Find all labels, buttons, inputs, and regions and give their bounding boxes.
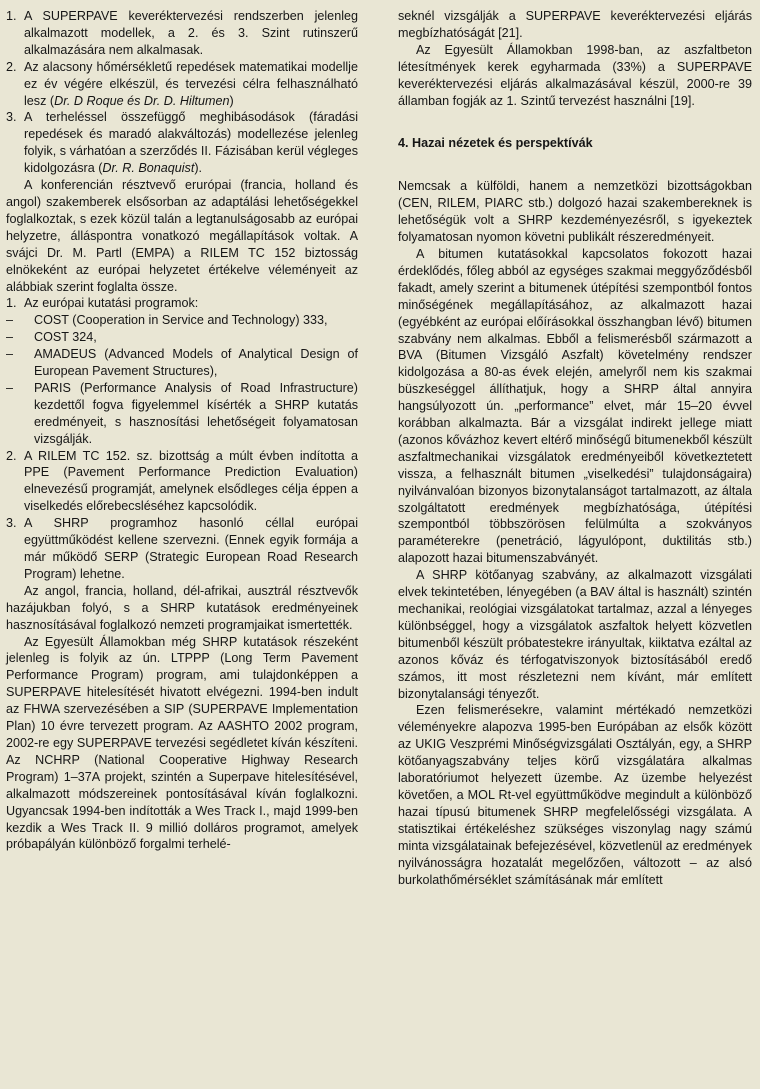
item-text	[24, 109, 358, 177]
paragraph: A konferencián résztvevő erurópai (francia, holland és angol) szakemberek elsősorban az adaptálási lehetőségekkel foglalkoztak, s ezek közül talán a legtanulságosabb az európai helyzetre, álláspontra vonatkozó megállapítások voltak. A svájci Dr. M. Partl (EMPA) a RILEM TC 152 biztosság elnökeként az európai helyzetet értékelve véleményeit az alábbiak szerint foglalta össze.	[6, 178, 358, 294]
dash-marker: –	[6, 380, 14, 395]
item-number: 1.	[6, 296, 17, 311]
paragraph: Az Egyesült Államokban még SHRP kutatások részeként jelenleg is folyik az ún. LTPPP (Long Term Pavement Performance Program) program, ami tulajdonképpen a SUPERPAVE hitelesítését hivatott elvégezni. 1994-ben indult az FHWA szervezésében a SIP (SUPERPAVE Implementation Plan) 10 évre tervezett program. Az AASHTO 2002 program, 2002-re egy SUPERPAVE tervezési segédletet kíván készíteni. Az NCHRP (National Cooperative Highway Research Program) 1–37A projekt, szintén a Superpave hitelesítésével, alkalmazott módszereinek pontosításával kíván foglalkozni. Ugyancsak 1994-ben indították a Wes Track I., majd 1999-ben kezdik a Wes Track II. 9 millió dolláros programot, amelyek próbapályán különböző forgalmi terhelé-	[6, 634, 358, 852]
dash-item	[6, 312, 358, 329]
numbered-item-2-rilem	[6, 448, 358, 516]
item-text: A SUPERPAVE keveréktervezési rendszerben jelenleg alkalmazott modellek, a 2. és 3. Szint rutinszerű alkalmazására nem alkalmasak.	[24, 9, 358, 57]
numbered-item-eu-programs	[6, 295, 358, 312]
dash-text: COST (Cooperation in Service and Technology) 333,	[34, 313, 328, 328]
paragraph-continued: seknél vizsgálják a SUPERPAVE keveréktervezési eljárás megbízhatóságát [21].	[398, 9, 752, 40]
item-number: 1.	[6, 9, 17, 23]
item-number: 3.	[6, 516, 17, 531]
paragraph: Ezen felismerésekre, valamint mértékadó nemzetközi véleményekre alapozva 1995-ben Európában az elsők között az UKIG Veszprémi Minőségvizsgálati Osztályán, egy, a SHRP kötőanyagszabvány teljes körű vizsgálatára alkalmas laboratóriumot helyezett üzembe. Az üzembe helyezést követően, a MOL Rt-vel együttműködve megindult a különböző hazai típusú bitumenek SHRP megfelelősségi vizsgálata. A statisztikai értékeléshez szükséges viszonylag nagy számú minta vizsgálatainak befejezésével, közvetlenül az eredmények nyilvánosságra hozatalát megelőzően, változott – az alsó burkolathőmérséklet számításának már említett	[398, 703, 752, 887]
dash-marker: –	[6, 347, 14, 362]
left-column	[6, 8, 358, 853]
paragraph: A bitumen kutatásokkal kapcsolatos fokozott hazai érdeklődés, főleg abból az egységes szakmai meggyőződésből fakadt, amely szerint a bitumenek útépítési szempontból fontos minőségének megállapításához, az alkalmazott hazai (egyébként az európai előírásokkal összhangban lévő) bitumen szabvány nem alkalmas. Ebből a felismerésből származott a BVA (Bitumen Vizsgáló Aszfalt) követelmény rendszer kidolgozása a 80-as évek elején, amelyről nem kis szakmai büszkeséggel állíthatjuk, hogy a SHRP által annyira hangsúlyozott ún. „performance” elvet, már 15–20 évvel korábban alkalmazta. Bár a vizsgálat indirekt jellege miatt (azonos kővázhoz kevert eltérő minőségű bitumenekből készült aszfaltmechanikai vizsgálatok eredményeiből következtetett vissza, a felhasznált bitumen „viselkedési” tulajdonságaira) nyilvánvalóan bizonyos bizonytalanságot tartalmazott, az általa szolgáltatott eredmények megbízhatósága, útépítési szempontból többszörösen felülmúlta a szokványos paraméterekre (penetráció, lágyulópont, duktilitás stb.) alapozott hazai bitumenszabványét.	[398, 246, 752, 566]
paragraph: Az Egyesült Államokban 1998-ban, az aszfaltbeton létesítmények kerek egyharmada (33%) a SUPERPAVE keveréktervezési eljárás alkalmazásával készül, 2000-re 39 államban fogják az 1. Szintű tervezést használni [19].	[398, 42, 752, 108]
dash-item	[6, 346, 358, 380]
paragraph: A SHRP kötőanyag szabvány, az alkalmazott vizsgálati elvek tekintetében, lényegében (a BAV által is használt) szintén mechanikai, reológiai vizsgálatokat tartalmaz, azzal a lényeges különbséggel, hogy a vizsgálatok aszfaltok helyett közvetlen bitumenből készült próbatestekre irányultak, kiiktatva ezáltal az azonos kőváz és térfogatviszonyok biztosításából eredő számos, itt most részletezni nem kívánt, már említett bizonytalansági tényezőt.	[398, 568, 752, 701]
item-text-part: ).	[194, 161, 203, 176]
spacer	[398, 152, 752, 178]
paragraph: Nemcsak a külföldi, hanem a nemzetközi bizottságokban (CEN, RILEM, PIARC stb.) dolgozó hazai szakembereknek is lehetőségük volt a SHRP kezdeményezésről, s igyekeztek folyamatosan nyomon követni publikált részeredményeit.	[398, 179, 752, 245]
item-text-part: )	[229, 93, 234, 108]
paragraph: Az angol, francia, holland, dél-afrikai, ausztrál résztvevők hazájukban folyó, s a SHRP kutatások eredményeinek hasznosításával foglalkozó nemzeti programjaikat ismertették.	[6, 583, 358, 632]
item-number: 2.	[6, 59, 17, 74]
dash-text: AMADEUS (Advanced Models of Analytical Design of European Pavement Structures),	[34, 347, 358, 379]
item-text-part: A terheléssel összefüggő meghibásodások (fáradási repedések és maradó alakváltozás) modellezése jelenleg folyik, s várhatóan a szerződés II. Fázisában kerül végleges kidolgozásra (	[24, 110, 358, 176]
right-column	[398, 8, 752, 888]
item-number: 3.	[6, 110, 17, 125]
dash-item	[6, 329, 358, 346]
author-names: Dr. R. Bonaquist	[102, 161, 195, 176]
dash-marker: –	[6, 330, 14, 345]
item-text	[24, 59, 358, 110]
numbered-item-3	[6, 109, 358, 177]
spacer	[398, 109, 752, 135]
numbered-item-3-cooperation	[6, 515, 358, 583]
dash-text: PARIS (Performance Analysis of Road Infrastructure) kezdettől fogva figyelemmel kísérték a SHRP kutatás eredményeit, s hasznosítási lehetőségeit folyamatosan vizsgálják.	[34, 380, 358, 446]
dash-marker: –	[6, 313, 14, 328]
numbered-item-1	[6, 8, 358, 59]
item-text: A RILEM TC 152. sz. bizottság a múlt évben indította a PPE (Pavement Performance Prediction Evaluation) elnevezésű programját, amelynek elsődleges célja éppen a viselkedés előrebecsléséhez kapcsolódik.	[24, 448, 358, 514]
numbered-item-2	[6, 59, 358, 110]
author-names: Dr. D Roque és Dr. D. Hiltumen	[54, 93, 230, 108]
item-number: 2.	[6, 448, 17, 463]
item-text: A SHRP programhoz hasonló céllal európai együttműködést kellene szervezni. (Ennek egyik formája a már működő SERP (Strategic European Road Research Program) lehetne.	[24, 516, 358, 581]
item-text-part: Az alacsony hőmérsékletű repedések matematikai modellje ez év végére elkészül, és tervezési célra felhasználható lesz (	[24, 59, 358, 108]
dash-text: COST 324,	[34, 330, 97, 345]
item-text: Az európai kutatási programok:	[24, 296, 199, 311]
section-heading: 4. Hazai nézetek és perspektívák	[398, 136, 593, 151]
dash-item	[6, 380, 358, 448]
